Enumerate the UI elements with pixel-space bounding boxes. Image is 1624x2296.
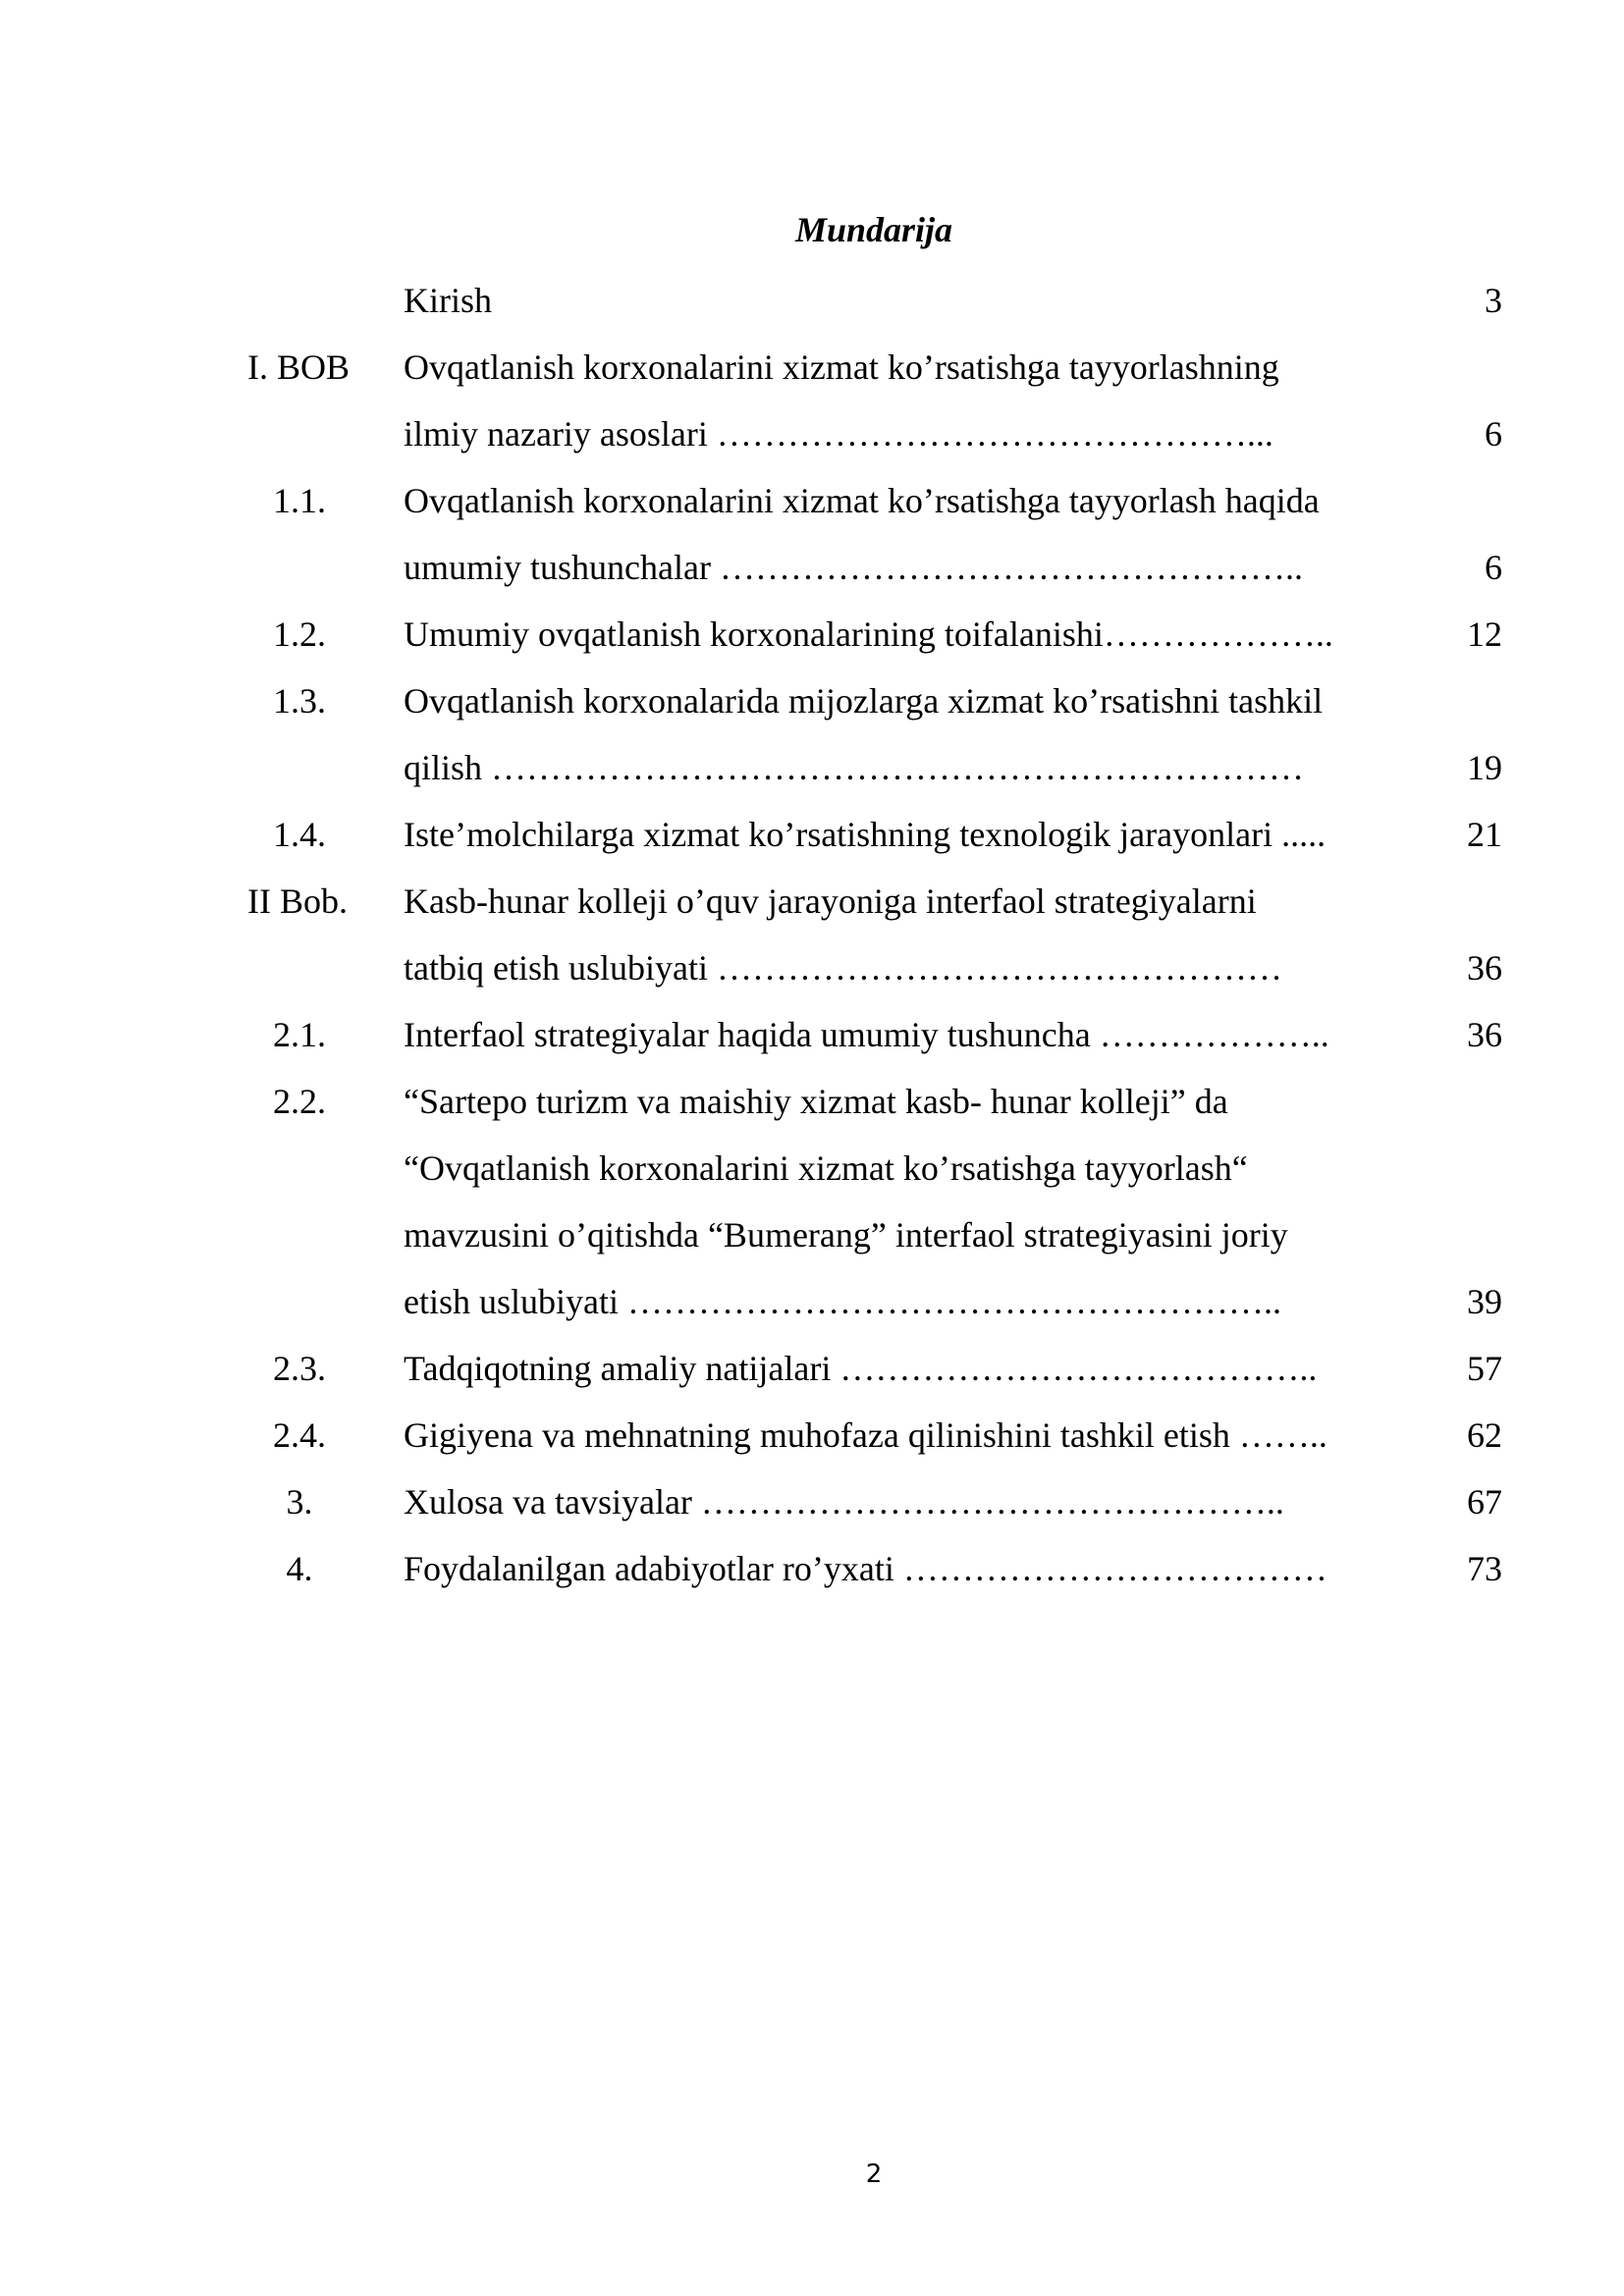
page-number: 2 <box>865 2160 883 2189</box>
toc-number: 1.4. <box>273 815 326 854</box>
toc-number: 1.1. <box>273 481 326 520</box>
toc-title: Umumiy ovqatlanish korxonalarining toifalanishi……………….. <box>404 614 1333 654</box>
toc-number: 4. <box>286 1549 313 1588</box>
toc-title: ilmiy nazariy asoslari ………………………………………... <box>404 414 1273 454</box>
toc-page-number: 6 <box>1485 548 1502 587</box>
toc-row <box>0 1402 1624 1468</box>
toc-row <box>0 601 1624 667</box>
toc-row <box>0 1535 1624 1602</box>
toc-title: Tadqiqotning amaliy natijalari ………………………………….. <box>404 1349 1318 1388</box>
toc-row <box>0 1468 1624 1535</box>
toc-row <box>0 1068 1624 1135</box>
toc-row <box>0 267 1624 334</box>
toc-row <box>0 534 1624 601</box>
toc-number: I. BOB <box>247 347 351 387</box>
toc-row <box>0 1335 1624 1402</box>
toc-row <box>0 801 1624 868</box>
toc-title: mavzusini o’qitishda “Bumerang” interfaol strategiyasini joriy <box>404 1215 1288 1255</box>
toc-page-number: 6 <box>1485 414 1502 454</box>
toc-title: qilish …………………………………………………………… <box>404 748 1305 787</box>
toc-title: etish uslubiyati ……………………………………………….. <box>404 1282 1281 1321</box>
toc-title: tatbiq etish uslubiyati ………………………………………… <box>404 948 1282 988</box>
toc-title: “Ovqatlanish korxonalarini xizmat ko’rsatishga tayyorlash“ <box>404 1148 1248 1188</box>
toc-row <box>0 1268 1624 1335</box>
toc-row <box>0 1135 1624 1201</box>
toc-page-number: 39 <box>1467 1282 1502 1321</box>
toc-page-number: 62 <box>1467 1415 1502 1455</box>
toc-page-number: 67 <box>1467 1482 1502 1522</box>
toc-number: 1.2. <box>273 614 326 654</box>
toc-page-number: 36 <box>1467 948 1502 988</box>
toc-title: Kasb-hunar kolleji o’quv jarayoniga interfaol strategiyalarni <box>404 881 1257 921</box>
toc-row <box>0 734 1624 801</box>
toc-row <box>0 334 1624 400</box>
toc-title: “Sartepo turizm va maishiy xizmat kasb- hunar kolleji” da <box>404 1082 1228 1121</box>
toc-page-number: 12 <box>1467 614 1502 654</box>
toc-number: 2.2. <box>273 1082 326 1121</box>
toc-page-number: 21 <box>1467 815 1502 854</box>
page-title: Mundarija <box>794 210 953 249</box>
toc-page-number: 3 <box>1485 281 1502 320</box>
toc-title: Foydalanilgan adabiyotlar ro’yxati ……………………………… <box>404 1549 1327 1588</box>
toc-page-number: 73 <box>1467 1549 1502 1588</box>
toc-number: 2.3. <box>273 1349 326 1388</box>
toc-row <box>0 400 1624 467</box>
toc-title: Xulosa va tavsiyalar ………………………………………….. <box>404 1482 1284 1522</box>
toc-title: Gigiyena va mehnatning muhofaza qilinishini tashkil etish …….. <box>404 1415 1327 1455</box>
toc-row <box>0 467 1624 534</box>
toc-row <box>0 1201 1624 1268</box>
toc-row <box>0 868 1624 934</box>
toc-title: Interfaol strategiyalar haqida umumiy tushuncha ……………….. <box>404 1015 1329 1054</box>
toc-page-number: 36 <box>1467 1015 1502 1054</box>
toc-title: Iste’molchilarga xizmat ko’rsatishning texnologik jarayonlari ..... <box>404 815 1326 854</box>
toc-number: 1.3. <box>273 681 326 721</box>
toc-title: Ovqatlanish korxonalarida mijozlarga xizmat ko’rsatishni tashkil <box>404 681 1324 721</box>
toc-row <box>0 1001 1624 1068</box>
toc-row <box>0 667 1624 734</box>
toc-number: II Bob. <box>247 881 348 921</box>
toc-number: 2.4. <box>273 1415 326 1455</box>
toc-title: Kirish <box>404 281 492 320</box>
toc-page-number: 57 <box>1467 1349 1502 1388</box>
toc-number: 2.1. <box>273 1015 326 1054</box>
toc-number: 3. <box>286 1482 313 1522</box>
toc-row <box>0 934 1624 1001</box>
toc-title: Ovqatlanish korxonalarini xizmat ko’rsatishga tayyorlash haqida <box>404 481 1320 520</box>
toc-title: umumiy tushunchalar ………………………………………….. <box>404 548 1303 587</box>
toc-title: Ovqatlanish korxonalarini xizmat ko’rsatishga tayyorlashning <box>404 347 1279 387</box>
toc-page-number: 19 <box>1467 748 1502 787</box>
